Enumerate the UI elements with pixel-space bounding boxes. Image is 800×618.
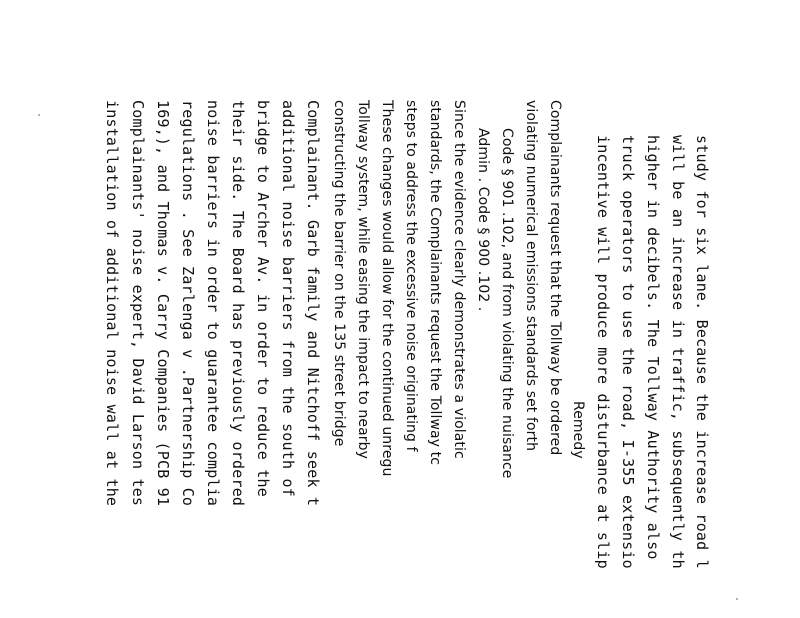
text-line: additional noise barriers from the south of [279, 100, 297, 497]
text-line: their side. The Board has previously ordered [229, 100, 247, 507]
text-line: Admin . Code § 900 .102 . [475, 128, 491, 312]
text-line: bridge to Archer Av. in order to reduce the [254, 100, 272, 497]
text-line: 169,), and Thomas v. Carry Companies (PCB 91 [154, 100, 172, 507]
section-heading: Remedy [570, 401, 586, 459]
text-line: study for six lane. Because the increase road l [693, 135, 711, 569]
scan-speck [736, 598, 738, 600]
text-line: Since the evidence clearly demonstrates a violatic [451, 100, 467, 459]
text-line: truck operators to use the road, I-355 extensio [619, 135, 637, 569]
text-line: standards, the Complainants request the Tollway tc [427, 100, 443, 466]
text-line: installation of additional noise wall at the [103, 100, 121, 507]
text-line: steps to address the excessive noise originating f [403, 100, 419, 452]
text-line: These changes would allow for the continued unregu [379, 100, 395, 477]
text-line: violating numerical emissions standards set forth [523, 100, 539, 452]
text-line: Complainant. Garb family and Nitchoff seek t [304, 100, 322, 507]
text-line: constructing the barrier on the 135 street bridge [331, 100, 347, 447]
text-line: Code § 901 .102, and from violating the nuisance [499, 128, 515, 479]
text-line: noise barriers in order to guarantee complia [204, 100, 222, 507]
scan-speck [38, 114, 40, 116]
text-line: Complainants request that the Tollway be ordered [547, 100, 563, 456]
text-line: Complainants' noise expert, David Larson tes [129, 100, 147, 507]
text-line: will be an increase in traffic, subsequently th [669, 135, 687, 569]
text-line: incentive will produce more disturbance at slip [594, 135, 612, 569]
text-line: higher in decibels. The Tollway Authority also [644, 135, 662, 560]
text-line: Tollway system, while easing the impact to nearby [355, 100, 371, 460]
text-line: regulations . See Zarlenga v .Partnership Co [179, 100, 197, 507]
